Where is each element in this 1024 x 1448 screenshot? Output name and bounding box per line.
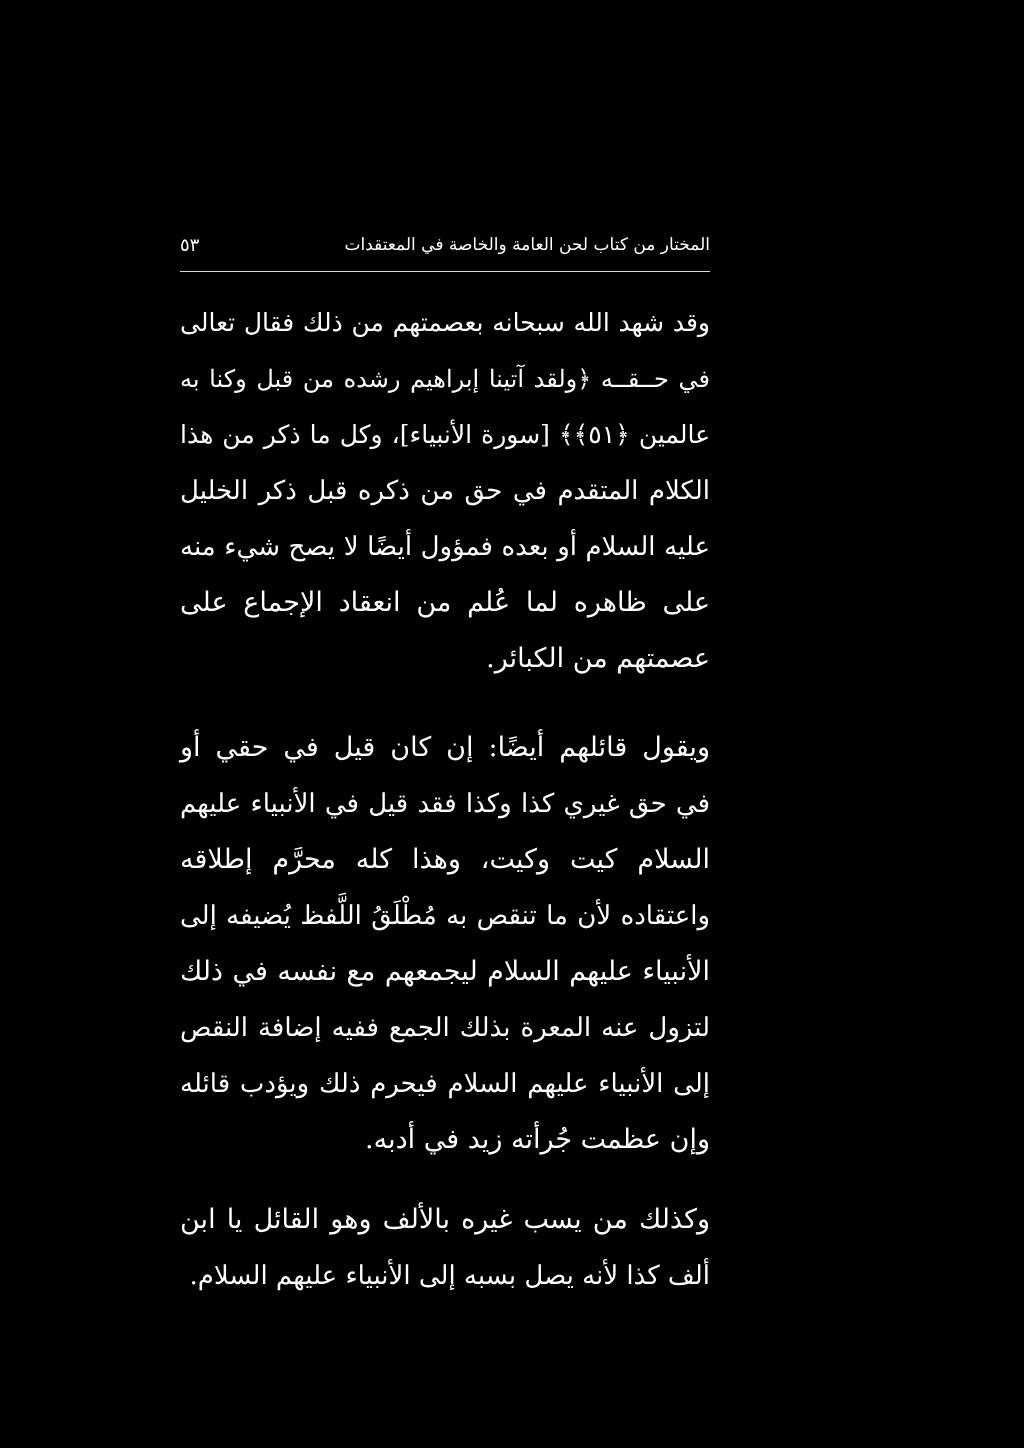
text-line: وكذلك من يسب غيره بالألف وهو القائل يا ابن bbox=[180, 1204, 710, 1235]
page-number: ٥٣ bbox=[180, 234, 200, 256]
header-divider bbox=[180, 271, 710, 272]
paragraph-1 bbox=[180, 295, 710, 687]
text-line: السلام كيت وكيت، وهذا كله محرَّم إطلاقه bbox=[180, 844, 710, 875]
text-line: الأنبياء عليهم السلام ليجمعهم مع نفسه في ذلك bbox=[180, 956, 710, 987]
paragraph-spacer bbox=[180, 687, 710, 720]
text-line: إلى الأنبياء عليهم السلام فيحرم ذلك ويؤدب قائله bbox=[180, 1069, 710, 1099]
main-text bbox=[180, 295, 710, 1304]
running-header bbox=[180, 230, 710, 260]
paragraph-3 bbox=[180, 1192, 710, 1304]
text-line: ويقول قائلهم أيضًا: إن كان قيل في حقي أو bbox=[180, 732, 710, 763]
running-header-title: المختار من كتاب لحن العامة والخاصة في المعتقدات bbox=[344, 235, 710, 255]
paragraph-2 bbox=[180, 720, 710, 1168]
text-line: عليه السلام أو بعده فمؤول أيضًا لا يصح شيء منه bbox=[180, 532, 710, 562]
text-line: وقد شهد الله سبحانه بعصمتهم من ذلك فقال تعالى bbox=[180, 308, 710, 337]
text-line: على ظاهره لما عُلم من انعقاد الإجماع على bbox=[180, 587, 710, 618]
paragraph-spacer bbox=[180, 1168, 710, 1192]
text-line: عالمين ﴿٥١﴾﴾ [سورة الأنبياء]، وكل ما ذكر من هذا bbox=[180, 420, 710, 449]
text-line: وإن عظمت جُرأته زيد في أدبه. bbox=[365, 1124, 710, 1155]
text-line: في حــقــه ﴿ولقد آتينا إبراهيم رشده من قبل وكنا به bbox=[180, 365, 710, 393]
text-line: واعتقاده لأن ما تنقص به مُطْلَقُ اللَّفظ يُضيفه إلى bbox=[180, 901, 710, 931]
text-line: لتزول عنه المعرة بذلك الجمع ففيه إضافة النقص bbox=[180, 1013, 710, 1043]
text-line: الكلام المتقدم في حق من ذكره قبل ذكر الخليل bbox=[180, 476, 710, 506]
text-line: في حق غيري كذا وكذا فقد قيل في الأنبياء عليهم bbox=[180, 789, 710, 819]
text-line: ألف كذا لأنه يصل بسبه إلى الأنبياء عليهم السلام. bbox=[189, 1261, 710, 1291]
text-line: عصمتهم من الكبائر. bbox=[486, 643, 710, 674]
